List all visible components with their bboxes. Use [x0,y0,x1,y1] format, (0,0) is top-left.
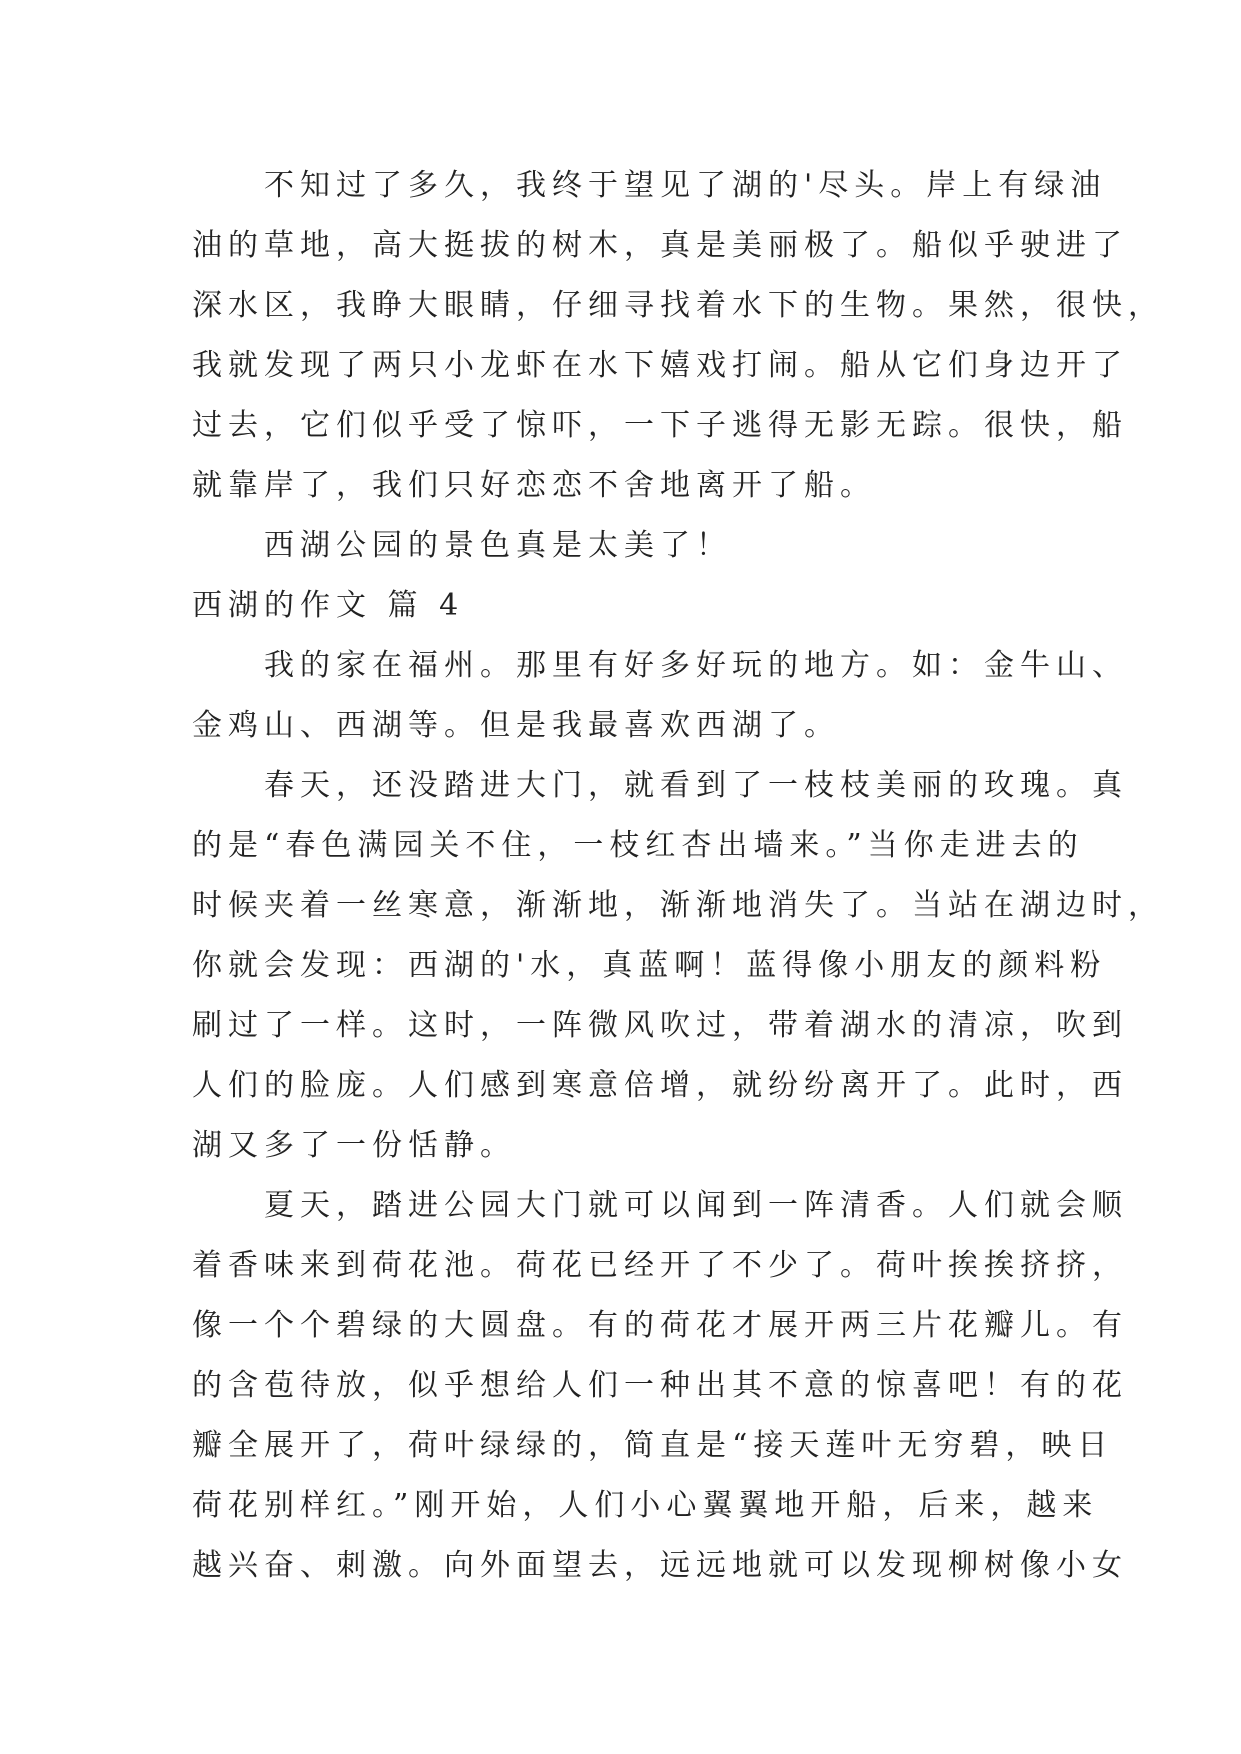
text-line: 你就会发现：西湖的'水，真蓝啊！蓝得像小朋友的颜料粉 [192,948,1107,983]
text-line: 越兴奋、刺激。向外面望去，远远地就可以发现柳树像小女 [192,1548,1128,1583]
paragraph [192,516,1072,576]
text-line: 深水区，我睁大眼睛，仔细寻找着水下的生物。果然，很快， [192,288,1164,323]
section-heading [192,576,1072,636]
text-line: 湖又多了一份恬静。 [192,1128,516,1163]
text-line: 荷花别样红。”刚开始，人们小心翼翼地开船，后来，越来 [192,1488,1099,1523]
text-line: 春天，还没踏进大门，就看到了一枝枝美丽的玫瑰。真 [192,768,1128,803]
text-line: 夏天，踏进公园大门就可以闻到一阵清香。人们就会顺 [192,1188,1128,1223]
paragraph [192,756,1164,1176]
paragraph [192,156,1164,516]
text-line: 过去，它们似乎受了惊吓，一下子逃得无影无踪。很快，船 [192,408,1128,443]
document-body [192,156,1164,1596]
text-line: 瓣全展开了，荷叶绿绿的，简直是“接天莲叶无穷碧，映日 [192,1428,1114,1463]
text-line: 刷过了一样。这时，一阵微风吹过，带着湖水的清凉，吹到 [192,1008,1128,1043]
text-line: 时候夹着一丝寒意，渐渐地，渐渐地消失了。当站在湖边时， [192,888,1164,923]
text-line: 的含苞待放，似乎想给人们一种出其不意的惊喜吧！有的花 [192,1368,1128,1403]
text-line: 像一个个碧绿的大圆盘。有的荷花才展开两三片花瓣儿。有 [192,1308,1128,1343]
paragraph [192,1176,1128,1596]
text-line: 金鸡山、西湖等。但是我最喜欢西湖了。 [192,708,840,743]
text-line: 着香味来到荷花池。荷花已经开了不少了。荷叶挨挨挤挤， [192,1248,1128,1283]
text-line: 人们的脸庞。人们感到寒意倍增，就纷纷离开了。此时，西 [192,1068,1128,1103]
text-line: 我的家在福州。那里有好多好玩的地方。如：金牛山、 [192,648,1128,683]
text-line: 我就发现了两只小龙虾在水下嬉戏打闹。船从它们身边开了 [192,348,1128,383]
text-line: 油的草地，高大挺拔的树木，真是美丽极了。船似乎驶进了 [192,228,1128,263]
text-line: 的是“春色满园关不住，一枝红杏出墙来。”当你走进去的 [192,828,1084,863]
text-line: 不知过了多久，我终于望见了湖的'尽头。岸上有绿油 [192,168,1107,203]
text-line: 就靠岸了，我们只好恋恋不舍地离开了船。 [192,468,876,503]
paragraph [192,636,1128,756]
text-line: 西湖公园的景色真是太美了！ [192,528,732,563]
heading-text: 西湖的作文 篇 4 [192,588,465,623]
